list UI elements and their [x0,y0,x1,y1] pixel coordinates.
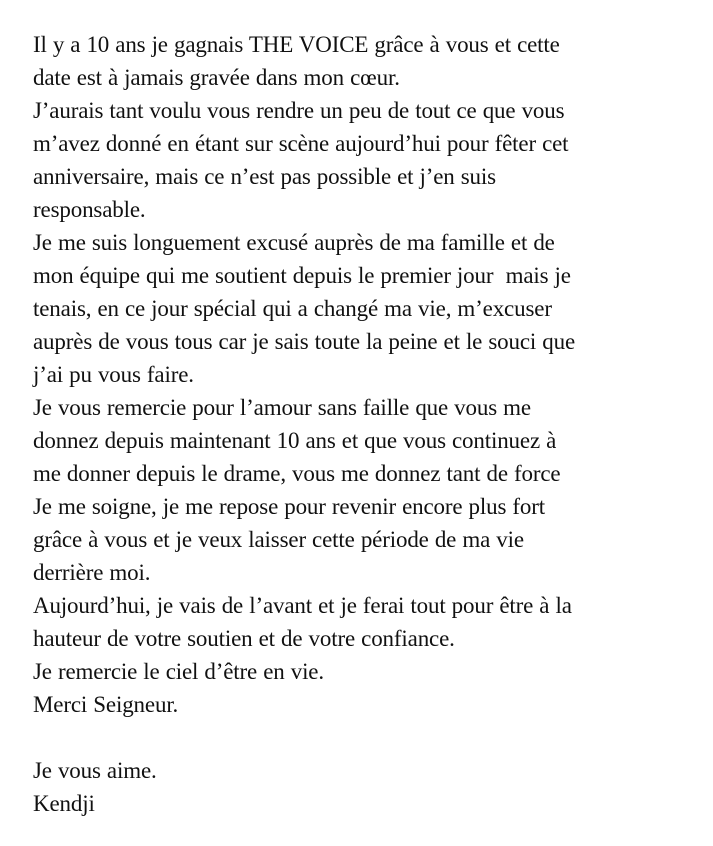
letter-line: m’avez donné en étant sur scène aujourd’hui pour fêter cet [33,131,569,156]
letter-line: Je remercie le ciel d’être en vie. [33,659,324,684]
letter-line: tenais, en ce jour spécial qui a changé ma vie, m’excuser [33,296,552,321]
closing-line: Je vous aime. [33,758,157,783]
letter-line: Merci Seigneur. [33,692,179,717]
letter-line: Je vous remercie pour l’amour sans faille que vous me [33,395,531,420]
letter-line: Il y a 10 ans je gagnais THE VOICE grâce à vous et cette [33,32,560,57]
letter-line: grâce à vous et je veux laisser cette période de ma vie [33,527,524,552]
letter-line: Je me soigne, je me repose pour revenir encore plus fort [33,494,546,519]
letter-line: responsable. [33,197,146,222]
letter-line: derrière moi. [33,560,151,585]
letter-body [33,28,703,820]
signature: Kendji [33,791,95,816]
paragraph-gap [33,721,703,754]
letter-line: date est à jamais gravée dans mon cœur. [33,65,400,90]
letter-line: Je me suis longuement excusé auprès de ma famille et de [33,230,555,255]
letter-line: J’aurais tant voulu vous rendre un peu de tout ce que vous [33,98,565,123]
letter-line: auprès de vous tous car je sais toute la peine et le souci que [33,329,576,354]
letter-line: me donner depuis le drame, vous me donnez tant de force [33,461,561,486]
letter-line: anniversaire, mais ce n’est pas possible et j’en suis [33,164,496,189]
letter-line: Aujourd’hui, je vais de l’avant et je ferai tout pour être à la [33,593,572,618]
letter-line: j’ai pu vous faire. [33,362,194,387]
letter-line: donnez depuis maintenant 10 ans et que vous continuez à [33,428,557,453]
letter-line: mon équipe qui me soutient depuis le premier jour mais je [33,263,571,288]
letter-line: hauteur de votre soutien et de votre confiance. [33,626,455,651]
